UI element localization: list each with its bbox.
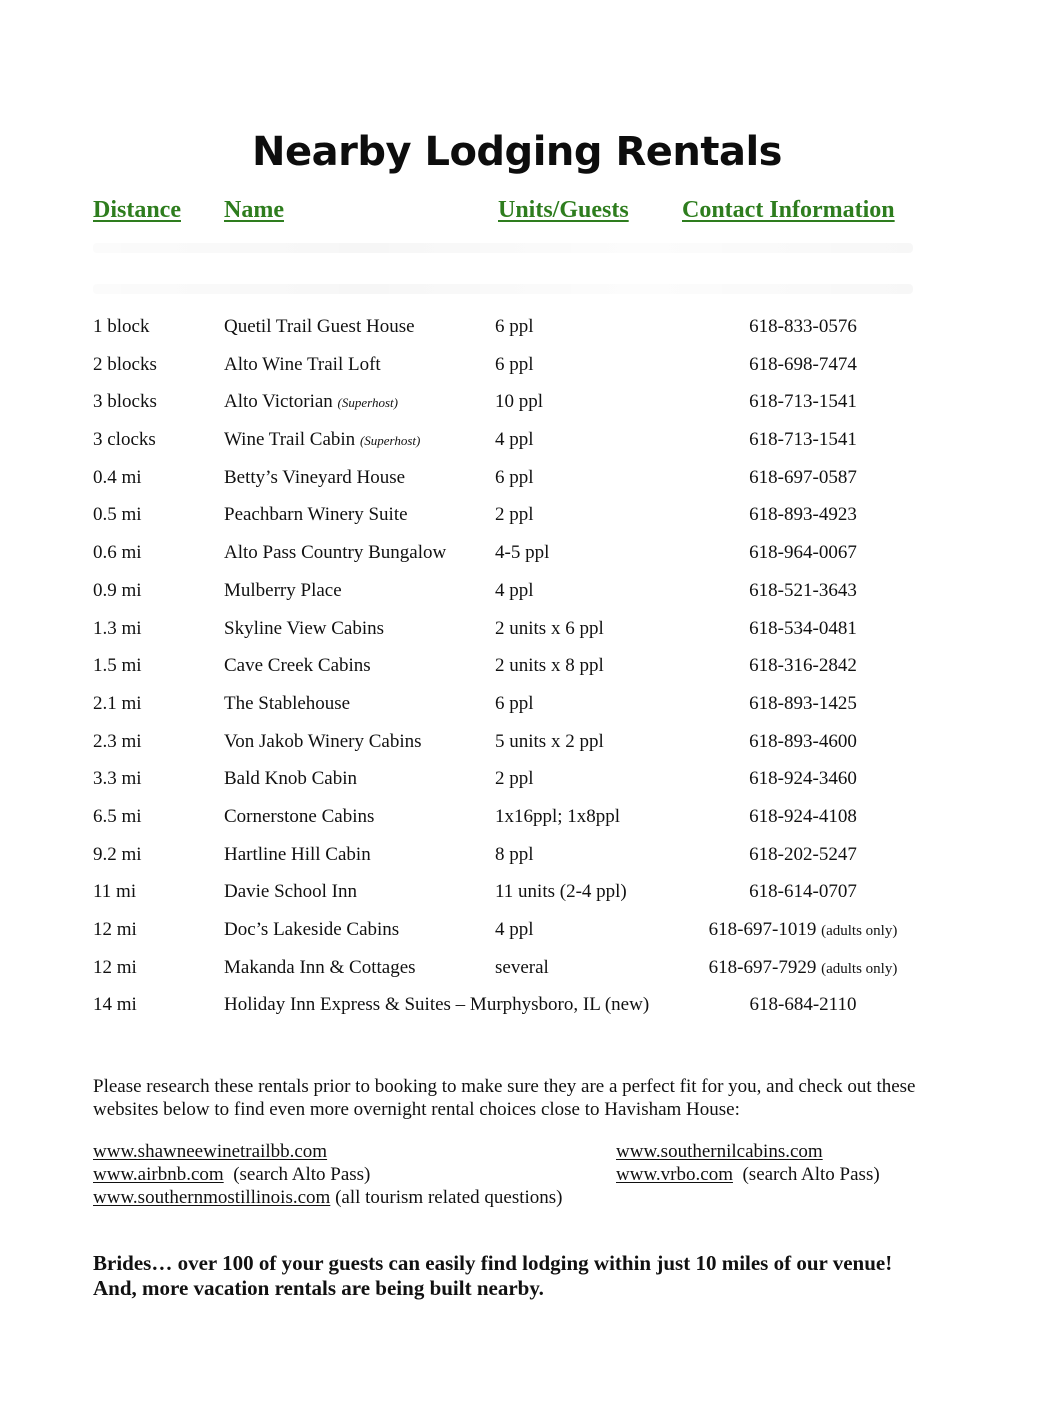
table-row (0, 949, 1052, 987)
row-distance: 1.5 mi (93, 655, 142, 677)
row-phone: 618-713-1541 (749, 391, 857, 413)
website-link[interactable]: www.southernilcabins.com (616, 1141, 823, 1162)
row-name (224, 723, 422, 761)
row-distance: 3 blocks (93, 391, 157, 413)
row-contact (700, 911, 906, 951)
row-units: 2 ppl (495, 504, 534, 526)
row-phone: 618-534-0481 (749, 617, 857, 639)
row-units: 1x16ppl; 1x8ppl (495, 805, 621, 827)
row-contact (700, 308, 906, 346)
row-contact (700, 798, 906, 836)
row-contact (700, 346, 906, 384)
row-name (224, 383, 398, 422)
page-title: Nearby Lodging Rentals (252, 129, 782, 175)
table-row (0, 572, 1052, 610)
row-name (224, 610, 384, 648)
row-contact (700, 873, 906, 911)
table-row (0, 760, 1052, 798)
row-name-text: Betty’s Vineyard House (224, 466, 406, 488)
row-units: 2 units x 6 ppl (495, 617, 604, 639)
row-contact (700, 610, 906, 648)
row-name (224, 346, 381, 384)
brides-line-1: Brides… over 100 of your guests can easily find lodging within just 10 miles of our venue! (93, 1251, 893, 1275)
row-name (224, 421, 420, 460)
row-phone: 618-316-2842 (749, 655, 857, 677)
website-note: (search Alto Pass) (732, 1164, 880, 1185)
adults-only-note: (adults only) (821, 960, 898, 977)
table-row (0, 496, 1052, 534)
row-phone: 618-521-3643 (749, 579, 857, 601)
row-name-text: Doc’s Lakeside Cabins (224, 919, 400, 940)
row-name-text: Cornerstone Cabins (224, 805, 375, 827)
table-row (0, 308, 1052, 346)
row-name-text: Bald Knob Cabin (224, 768, 357, 790)
row-distance: 2.1 mi (93, 692, 142, 714)
links-left-column (93, 1140, 563, 1209)
superhost-note: (Superhost) (359, 433, 421, 449)
table-row (0, 459, 1052, 497)
row-distance: 0.6 mi (93, 542, 142, 564)
brides-note (93, 1251, 993, 1301)
website-line (616, 1140, 880, 1163)
row-units: 5 units x 2 ppl (495, 730, 604, 752)
row-units: 4 ppl (495, 919, 534, 940)
row-phone: 618-698-7474 (749, 353, 857, 375)
row-name-text: Mulberry Place (224, 579, 342, 601)
row-phone: 618-713-1541 (749, 429, 857, 451)
row-distance: 14 mi (93, 994, 137, 1016)
row-name (224, 647, 371, 685)
row-contact (700, 949, 906, 989)
website-note: (all tourism related questions) (330, 1187, 563, 1208)
brides-line-2: And, more vacation rentals are being built nearby. (93, 1276, 544, 1300)
superhost-note: (Superhost) (337, 395, 398, 411)
row-distance: 3 clocks (93, 429, 156, 451)
row-name (224, 911, 399, 949)
row-units: 6 ppl (495, 692, 534, 714)
row-name (224, 308, 415, 346)
table-row (0, 383, 1052, 421)
row-contact (700, 572, 906, 610)
row-units: 11 units (2-4 ppl) (495, 881, 627, 903)
row-contact (700, 421, 906, 459)
row-contact (700, 496, 906, 534)
row-name-text: Skyline View Cabins (224, 617, 385, 639)
row-distance: 0.9 mi (93, 579, 142, 601)
row-phone: 618-697-7929 (708, 956, 817, 978)
row-name-text: Alto Victorian (224, 391, 333, 413)
row-distance: 1 block (93, 316, 150, 337)
table-row (0, 685, 1052, 723)
row-distance: 9.2 mi (93, 843, 142, 865)
row-phone: 618-964-0067 (749, 542, 857, 564)
row-contact (700, 723, 906, 761)
column-header-name: Name (224, 197, 284, 223)
table-row (0, 911, 1052, 949)
row-distance: 12 mi (93, 919, 137, 940)
row-name-text: Makanda Inn & Cottages (224, 956, 416, 978)
row-name (224, 760, 357, 798)
row-contact (700, 459, 906, 497)
row-name (224, 459, 405, 497)
website-line (93, 1186, 563, 1209)
row-name (224, 685, 350, 723)
website-line (93, 1140, 563, 1163)
links-right-column (616, 1140, 880, 1186)
row-phone: 618-924-4108 (749, 805, 857, 827)
row-name (224, 798, 374, 836)
row-name (224, 949, 416, 987)
row-distance: 3.3 mi (93, 768, 142, 790)
row-distance: 2.3 mi (93, 730, 142, 752)
row-units: 4-5 ppl (495, 542, 550, 564)
row-name-text: Hartline Hill Cabin (224, 843, 371, 865)
row-contact (700, 534, 906, 572)
row-units: 4 ppl (495, 579, 534, 601)
row-contact (700, 836, 906, 874)
row-phone: 618-893-4923 (749, 504, 857, 526)
row-units: 10 ppl (495, 391, 544, 413)
row-name (224, 873, 357, 911)
row-distance: 0.5 mi (93, 504, 142, 526)
row-name (224, 572, 342, 610)
row-name-text: Alto Pass Country Bungalow (224, 542, 447, 564)
row-distance: 0.4 mi (93, 466, 142, 488)
row-contact (700, 760, 906, 798)
faded-row (93, 284, 913, 294)
row-name-text: Alto Wine Trail Loft (224, 353, 381, 375)
website-link[interactable]: www.shawneewinetrailbb.com (93, 1141, 328, 1162)
row-name-text: Holiday Inn Express & Suites – Murphysboro, IL (new) (224, 994, 650, 1016)
table-row (0, 798, 1052, 836)
lodging-table (0, 308, 1052, 1024)
row-name-text: Von Jakob Winery Cabins (224, 730, 422, 752)
table-row (0, 986, 1052, 1024)
column-header-contact: Contact Information (682, 197, 895, 223)
row-contact (700, 986, 906, 1024)
row-units: 2 ppl (495, 768, 534, 790)
row-distance: 1.3 mi (93, 617, 142, 639)
table-row (0, 647, 1052, 685)
row-name (224, 986, 649, 1024)
row-name (224, 534, 446, 572)
row-distance: 12 mi (93, 956, 137, 978)
row-contact (700, 383, 906, 421)
row-units: several (495, 956, 549, 978)
website-line (93, 1163, 563, 1186)
website-link[interactable]: www.southernmostillinois.com (93, 1187, 331, 1208)
row-phone: 618-697-1019 (708, 919, 817, 940)
website-link[interactable]: www.airbnb.com (93, 1164, 224, 1185)
row-phone: 618-833-0576 (749, 316, 857, 337)
row-phone: 618-893-1425 (749, 692, 857, 714)
website-line (616, 1163, 880, 1186)
column-header-units: Units/Guests (498, 197, 629, 223)
research-paragraph: Please research these rentals prior to booking to make sure they are a perfect fit for you, and check out these websites below to find even more overnight rental choices close to Havisham House: (93, 1076, 916, 1120)
row-units: 8 ppl (495, 843, 534, 865)
row-name-text: Peachbarn Winery Suite (224, 504, 408, 526)
table-row (0, 873, 1052, 911)
row-distance: 2 blocks (93, 353, 157, 375)
row-phone: 618-893-4600 (749, 730, 857, 752)
row-phone: 618-697-0587 (749, 466, 857, 488)
website-note: (search Alto Pass) (223, 1164, 371, 1185)
row-phone: 618-614-0707 (749, 881, 857, 903)
row-phone: 618-202-5247 (749, 843, 857, 865)
faded-row (93, 243, 913, 253)
row-units: 2 units x 8 ppl (495, 655, 604, 677)
row-name-text: The Stablehouse (224, 692, 351, 714)
row-units: 6 ppl (495, 466, 534, 488)
row-name (224, 836, 371, 874)
row-units: 6 ppl (495, 353, 534, 375)
table-row (0, 346, 1052, 384)
table-row (0, 723, 1052, 761)
row-units: 6 ppl (495, 316, 534, 337)
row-units: 4 ppl (495, 429, 534, 451)
table-row (0, 421, 1052, 459)
table-row (0, 534, 1052, 572)
column-header-distance: Distance (93, 197, 181, 223)
table-row (0, 836, 1052, 874)
row-name-text: Wine Trail Cabin (224, 429, 356, 451)
website-link[interactable]: www.vrbo.com (616, 1164, 733, 1185)
row-name-text: Cave Creek Cabins (224, 655, 371, 677)
adults-only-note: (adults only) (821, 923, 898, 939)
row-name-text: Davie School Inn (224, 881, 357, 903)
table-row (0, 610, 1052, 648)
row-distance: 6.5 mi (93, 805, 142, 827)
row-name (224, 496, 408, 534)
row-phone: 618-684-2110 (749, 994, 857, 1016)
row-contact (700, 685, 906, 723)
row-phone: 618-924-3460 (749, 768, 857, 790)
row-distance: 11 mi (93, 881, 137, 903)
row-name-text: Quetil Trail Guest House (224, 316, 415, 337)
row-contact (700, 647, 906, 685)
